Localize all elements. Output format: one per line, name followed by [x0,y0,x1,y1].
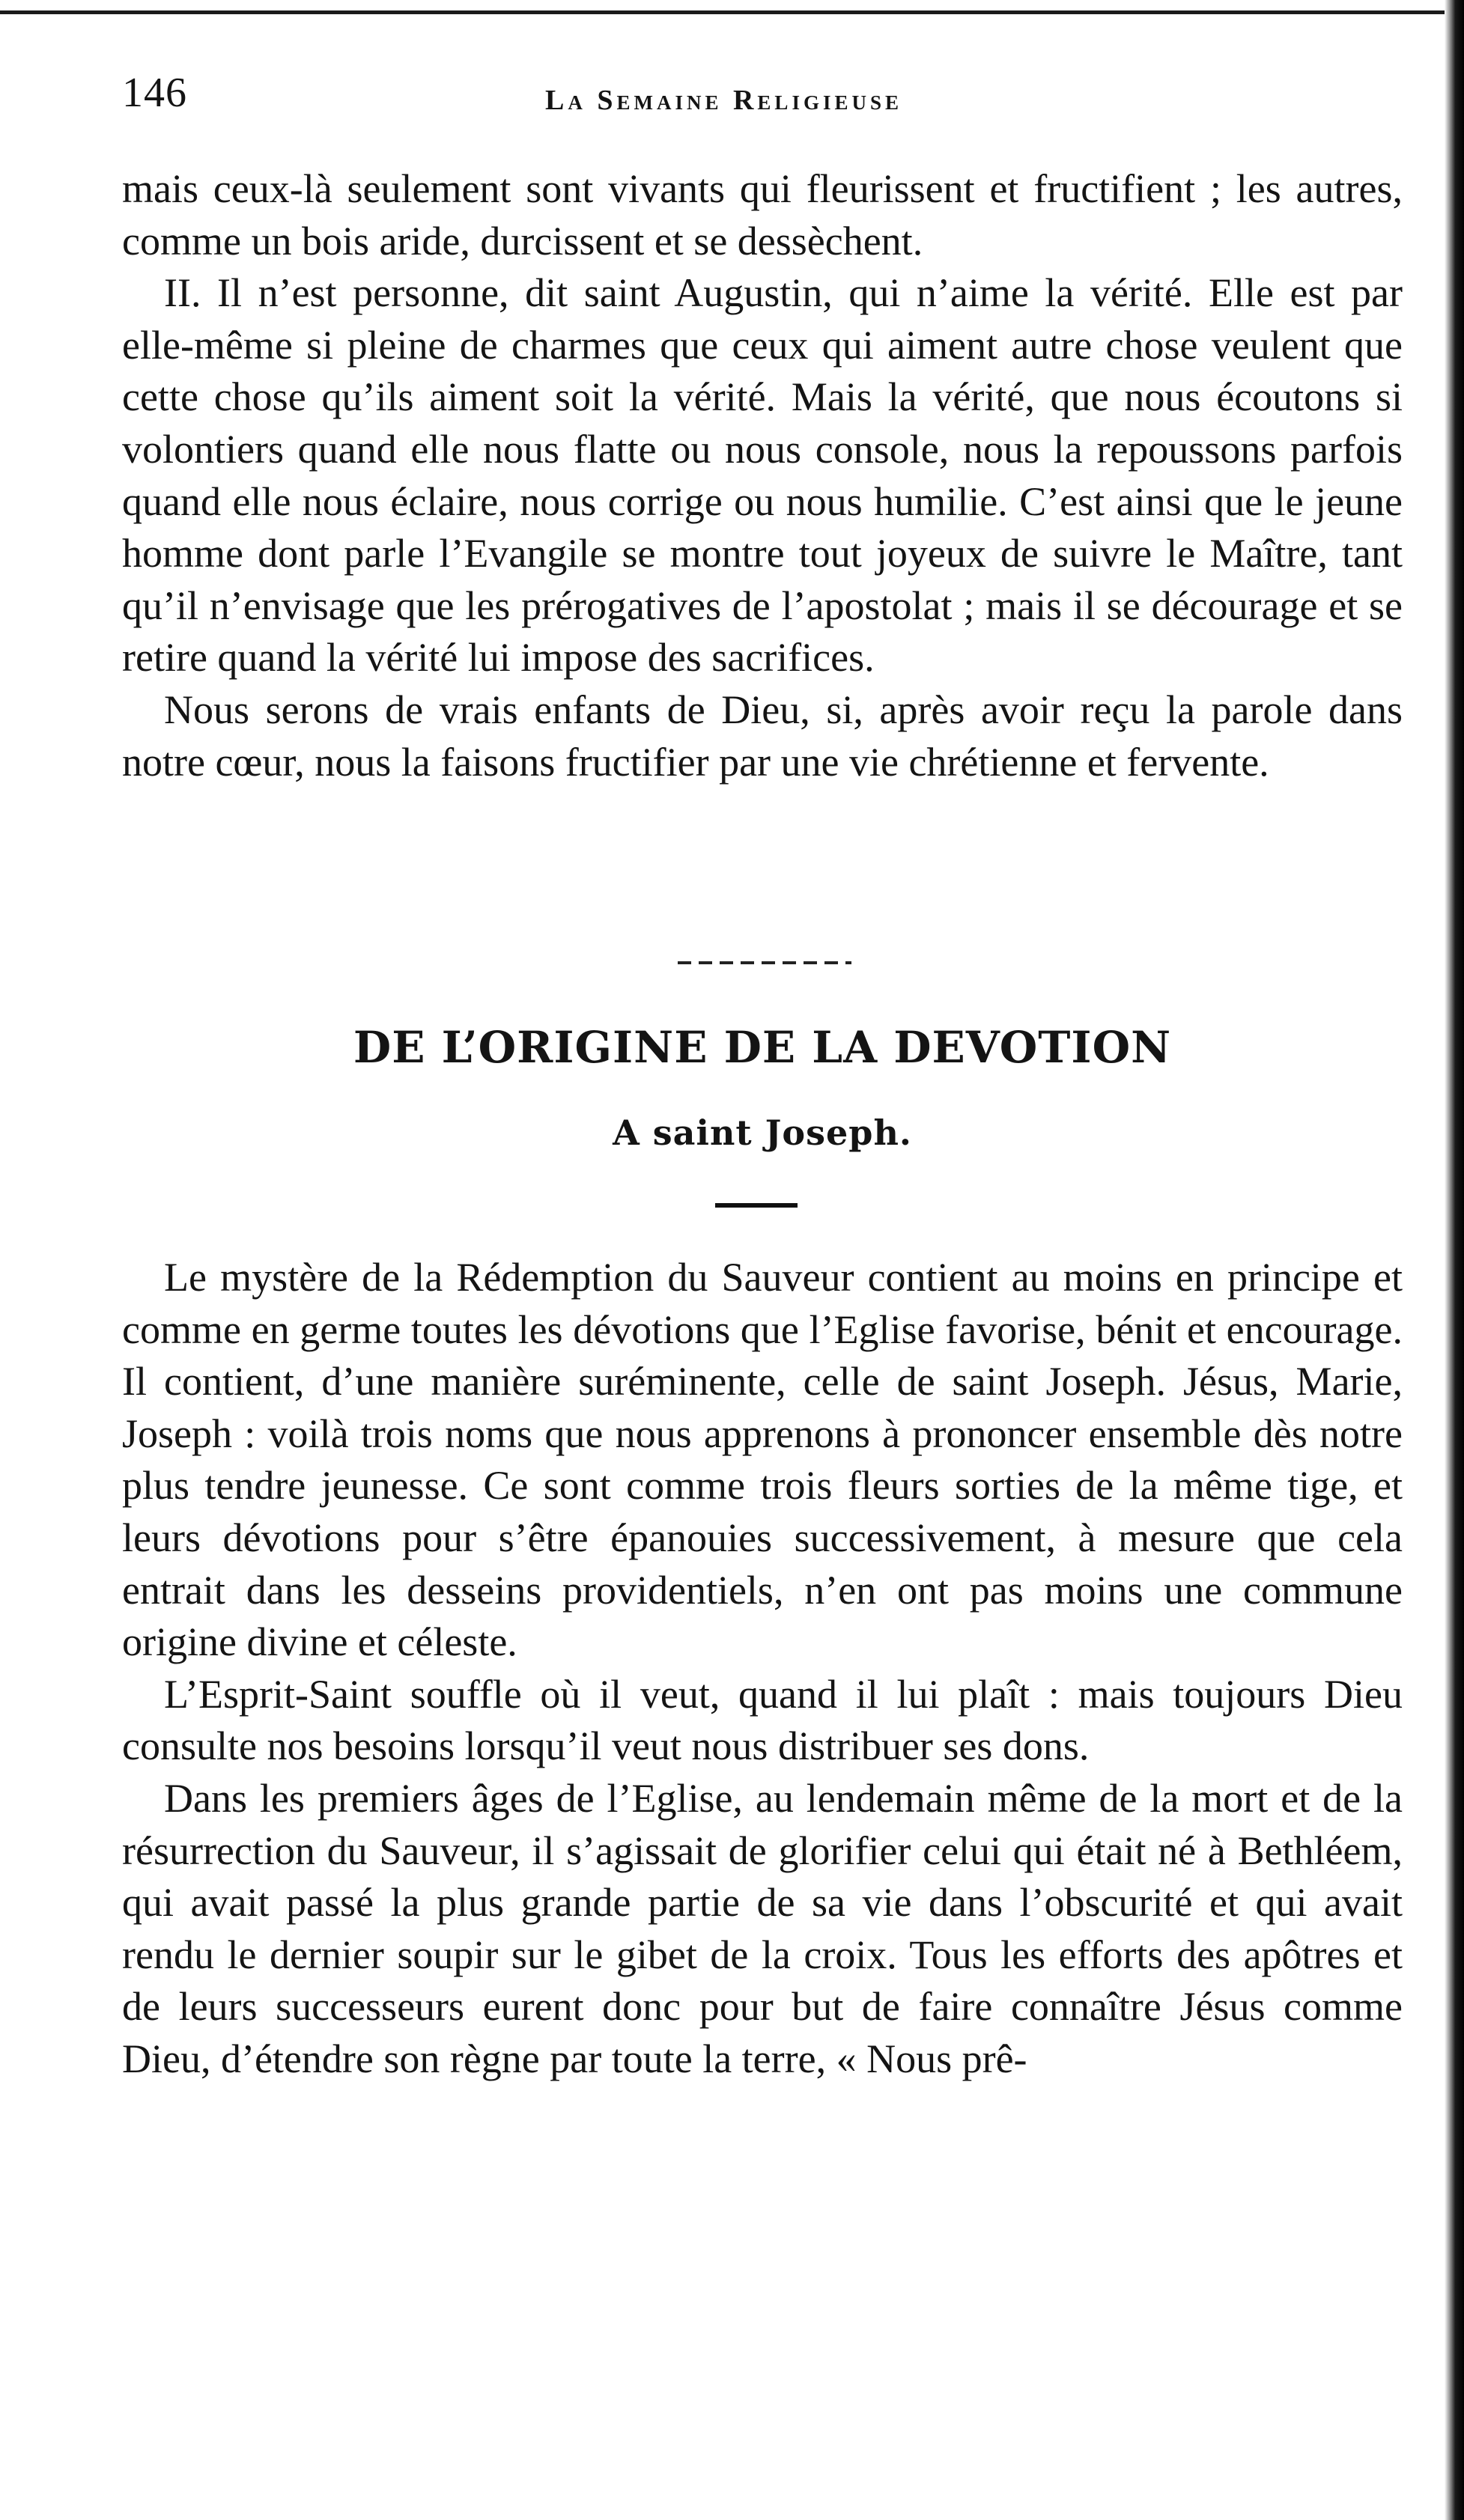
section-title: DE L’ORIGINE DE LA DEVOTION [353,1022,1172,1073]
text-block-first [122,163,1403,788]
page-number: 146 [122,70,187,116]
paragraph: II. Il n’est personne, dit saint Augustin, qui n’aime la vérité. Elle est par elle-même si pleine de charmes que ceux qui aiment autre chose veulent que cette chose qu’ils aiment soit la vérité. Mais la vérité, que nous écoutons si volontiers quand elle nous flatte ou nous console, nous la repoussons parfois quand elle nous éclaire, nous corrige ou nous humilie. C’est ainsi que le jeune homme dont parle l’Evangile se montre tout joyeux de suivre le Maître, tant qu’il n’envisage que les prérogatives de l’apostolat ; mais il se décourage et se retire quand la vérité lui impose des sacrifices. [122,270,1403,681]
paragraph: Dans les premiers âges de l’Eglise, au lendemain même de la mort et de la résurrection du Sauveur, il s’agissait de glorifier celui qui était né à Bethléem, qui avait passé la plus grande partie de sa vie dans l’obscurité et qui avait rendu le dernier soupir sur le gibet de la croix. Tous les efforts des apôtres et de leurs successeurs eurent donc pour but de faire connaître Jésus comme Dieu, d’étendre son règne par toute la terre, « Nous prê- [122,1775,1403,2081]
section-separator-bar [715,1203,798,1208]
paragraph: Nous serons de vrais enfants de Dieu, si, après avoir reçu la parole dans notre cœur, nous la faisons fructifier par une vie chrétienne et fervente. [122,687,1403,785]
top-rule [0,10,1453,14]
section-separator-dashed [678,961,851,964]
paragraph: Le mystère de la Rédemption du Sauveur contient au moins en principe et comme en germe toutes les dévotions que l’Eglise favorise, bénit et encourage. Il contient, d’une manière suréminente, celle de saint Joseph. Jésus, Marie, Joseph : voilà trois noms que nous apprenons à prononcer ensemble dès notre plus tendre jeunesse. Ce sont comme trois fleurs sorties de la même tige, et leurs dévotions pour s’être épanouies successivement, à mesure que cela entrait dans les desseins providentiels, n’en ont pas moins une commune origine divine et céleste. [122,1255,1403,1665]
section-subtitle: A saint Joseph. [613,1113,912,1153]
running-title: La Semaine Religieuse [545,85,902,116]
text-block-article [122,1252,1403,2086]
binding-edge [1445,0,1464,2520]
page-header [122,69,1380,129]
paragraph: L’Esprit-Saint souffle où il veut, quand il lui plaît : mais toujours Dieu consulte nos besoins lorsqu’il veut nous distribuer ses dons. [122,1671,1403,1769]
paragraph: mais ceux-là seulement sont vivants qui fleurissent et fructifient ; les autres, comme un bois aride, durcissent et se dessèchent. [122,166,1403,264]
